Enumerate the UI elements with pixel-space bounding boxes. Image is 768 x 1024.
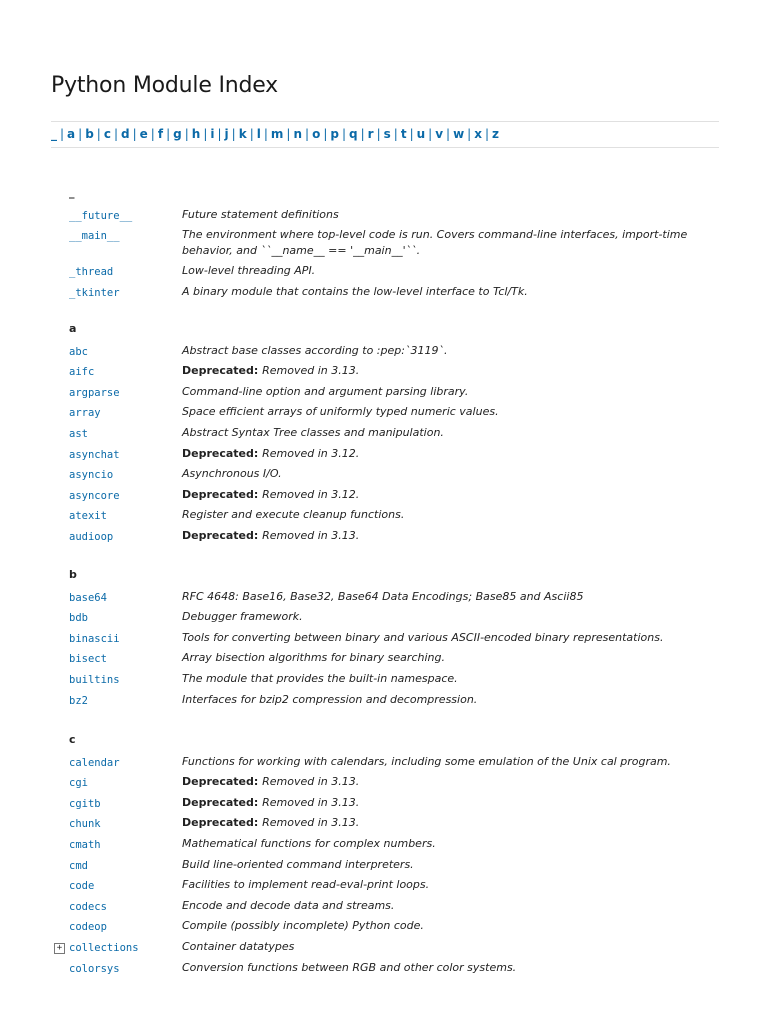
- letter-separator: |: [166, 127, 171, 141]
- module-description: Tools for converting between binary and various ASCII-encoded binary representations.: [182, 630, 664, 644]
- module-description: Deprecated: Removed in 3.13.: [182, 775, 360, 789]
- module-link[interactable]: argparse: [69, 386, 120, 399]
- module-description: Interfaces for bzip2 compression and decompression.: [182, 692, 478, 706]
- letter-separator: |: [113, 127, 119, 141]
- deprecated-label: Deprecated:: [182, 446, 263, 460]
- module-link[interactable]: __future__: [69, 209, 133, 222]
- module-description: Facilities to implement read-eval-print loops.: [182, 878, 430, 892]
- letter-separator: |: [286, 127, 291, 141]
- module-link[interactable]: cgi: [69, 777, 88, 790]
- deprecated-label: Deprecated:: [182, 795, 263, 809]
- module-link[interactable]: _thread: [69, 266, 114, 279]
- letter-link-r[interactable]: r: [367, 127, 374, 141]
- letter-separator: |: [305, 127, 310, 141]
- module-link[interactable]: builtins: [69, 674, 120, 686]
- module-link[interactable]: aifc: [69, 366, 95, 379]
- module-description: Register and execute cleanup functions.: [182, 508, 405, 522]
- letter-separator: |: [428, 127, 433, 141]
- letter-link-i[interactable]: i: [210, 127, 215, 141]
- letter-link-a[interactable]: a: [67, 127, 76, 141]
- module-description: Debugger framework.: [182, 610, 303, 624]
- deprecated-label: Deprecated:: [182, 816, 263, 830]
- group-heading-b: b: [69, 568, 77, 581]
- module-description: Deprecated: Removed in 3.13.: [182, 816, 360, 830]
- module-description: Asynchronous I/O.: [182, 467, 282, 481]
- letter-link-e[interactable]: e: [139, 127, 148, 141]
- letter-separator: |: [376, 127, 381, 141]
- module-description: Abstract Syntax Tree classes and manipulation.: [182, 426, 444, 439]
- letter-link-l[interactable]: l: [256, 127, 261, 141]
- module-link[interactable]: cmd: [69, 859, 88, 872]
- letter-link-p[interactable]: p: [330, 127, 339, 141]
- module-link[interactable]: bz2: [69, 694, 88, 707]
- letter-separator: |: [231, 127, 236, 141]
- module-description: Deprecated: Removed in 3.13.: [182, 795, 360, 809]
- deprecated-label: Deprecated:: [182, 364, 263, 378]
- letter-separator: |: [409, 127, 414, 141]
- letter-nav: [51, 121, 719, 148]
- module-link[interactable]: array: [69, 407, 101, 420]
- deprecated-label: Deprecated:: [182, 529, 263, 542]
- letter-link-x[interactable]: x: [474, 127, 482, 141]
- letter-separator: |: [467, 127, 472, 141]
- group-heading-c: c: [69, 733, 76, 746]
- module-description: Space efficient arrays of uniformly typed numeric values.: [182, 405, 499, 419]
- letter-separator: |: [323, 127, 328, 141]
- group-heading-underscore: _: [69, 186, 75, 199]
- module-link[interactable]: _tkinter: [69, 286, 120, 299]
- letter-separator: |: [393, 127, 398, 141]
- letter-separator: |: [132, 127, 137, 141]
- module-link[interactable]: cgitb: [69, 797, 101, 810]
- module-description: Encode and decode data and streams.: [182, 898, 395, 912]
- module-description: Build line-oriented command interpreters.: [182, 857, 414, 871]
- module-link[interactable]: audioop: [69, 531, 114, 543]
- module-link[interactable]: code: [69, 880, 95, 893]
- group-heading-a: a: [69, 322, 77, 335]
- module-link[interactable]: base64: [69, 591, 107, 604]
- module-link[interactable]: colorsys: [69, 962, 120, 975]
- module-description: A binary module that contains the low-level interface to Tcl/Tk.: [182, 284, 528, 298]
- module-link[interactable]: bisect: [69, 653, 107, 666]
- letter-link-w[interactable]: w: [453, 127, 465, 141]
- expand-toggle-icon[interactable]: +: [54, 943, 65, 954]
- letter-link-g[interactable]: g: [173, 127, 182, 141]
- deprecated-label: Deprecated:: [182, 775, 263, 789]
- module-description: Compile (possibly incomplete) Python code.: [182, 919, 424, 933]
- letter-separator: |: [360, 127, 365, 141]
- module-link[interactable]: cmath: [69, 839, 101, 851]
- module-description: Low-level threading API.: [182, 264, 316, 278]
- page-title: Python Module Index: [51, 73, 279, 98]
- letter-link-q[interactable]: q: [349, 127, 358, 141]
- module-description: Container datatypes: [182, 940, 295, 953]
- module-description: Mathematical functions for complex numbers.: [182, 837, 436, 850]
- module-link[interactable]: bdb: [69, 612, 88, 625]
- module-link[interactable]: __main__: [69, 230, 120, 243]
- module-link[interactable]: atexit: [69, 510, 107, 523]
- module-link[interactable]: calendar: [69, 756, 120, 769]
- module-description: Deprecated: Removed in 3.13.: [182, 529, 360, 542]
- letter-link-v[interactable]: v: [435, 127, 444, 141]
- letter-link-t[interactable]: t: [400, 127, 407, 141]
- module-description: The environment where top-level code is run. Covers command-line interfaces, import-time behavior, and ``__name__ == '__main__'``.: [182, 228, 688, 258]
- letter-link-k[interactable]: k: [238, 127, 247, 141]
- module-link[interactable]: codeop: [69, 921, 107, 934]
- module-description: Deprecated: Removed in 3.13.: [182, 364, 360, 378]
- module-link[interactable]: abc: [69, 345, 88, 358]
- letter-separator: |: [60, 127, 65, 141]
- module-link[interactable]: ast: [69, 428, 88, 440]
- letter-link-z[interactable]: z: [492, 127, 499, 141]
- letter-separator: |: [249, 127, 254, 141]
- module-description: Command-line option and argument parsing library.: [182, 384, 469, 398]
- module-description: Conversion functions between RGB and other color systems.: [182, 960, 517, 974]
- letter-separator: |: [150, 127, 155, 141]
- module-description: Deprecated: Removed in 3.12.: [182, 446, 360, 460]
- module-link[interactable]: asynchat: [69, 448, 120, 461]
- letter-link-f[interactable]: f: [157, 127, 164, 141]
- module-description: The module that provides the built-in namespace.: [182, 672, 458, 685]
- letter-link-j[interactable]: j: [224, 127, 229, 141]
- letter-link-underscore[interactable]: _: [51, 127, 57, 141]
- module-description: RFC 4648: Base16, Base32, Base64 Data Encodings; Base85 and Ascii85: [182, 589, 584, 603]
- letter-link-h[interactable]: h: [191, 127, 201, 141]
- letter-link-u[interactable]: u: [416, 127, 426, 141]
- module-description: Array bisection algorithms for binary searching.: [182, 651, 445, 665]
- letter-link-o[interactable]: o: [312, 127, 321, 141]
- module-link[interactable]: asyncore: [69, 489, 120, 502]
- module-link[interactable]: binascii: [69, 632, 120, 645]
- letter-separator: |: [184, 127, 189, 141]
- module-description: Abstract base classes according to :pep:`3119`.: [182, 343, 448, 357]
- letter-link-s[interactable]: s: [383, 127, 391, 141]
- letter-separator: |: [341, 127, 346, 141]
- module-link[interactable]: chunk: [69, 818, 101, 831]
- letter-separator: |: [446, 127, 451, 141]
- module-link[interactable]: codecs: [69, 900, 107, 913]
- module-link[interactable]: collections: [69, 942, 139, 954]
- module-link[interactable]: asyncio: [69, 469, 114, 482]
- letter-link-c[interactable]: c: [103, 127, 111, 141]
- letter-separator: |: [78, 127, 83, 141]
- letter-separator: |: [484, 127, 490, 141]
- deprecated-label: Deprecated:: [182, 487, 263, 501]
- module-description: Future statement definitions: [182, 207, 339, 221]
- letter-link-b[interactable]: b: [85, 127, 94, 141]
- letter-separator: |: [217, 127, 222, 141]
- letter-separator: |: [263, 127, 268, 141]
- module-description: Functions for working with calendars, including some emulation of the Unix cal program.: [182, 754, 671, 768]
- letter-separator: |: [96, 127, 101, 141]
- letter-link-n[interactable]: n: [293, 127, 303, 141]
- module-description: Deprecated: Removed in 3.12.: [182, 487, 360, 501]
- letter-link-d[interactable]: d: [121, 127, 130, 141]
- letter-link-m[interactable]: m: [270, 127, 284, 141]
- letter-separator: |: [203, 127, 208, 141]
